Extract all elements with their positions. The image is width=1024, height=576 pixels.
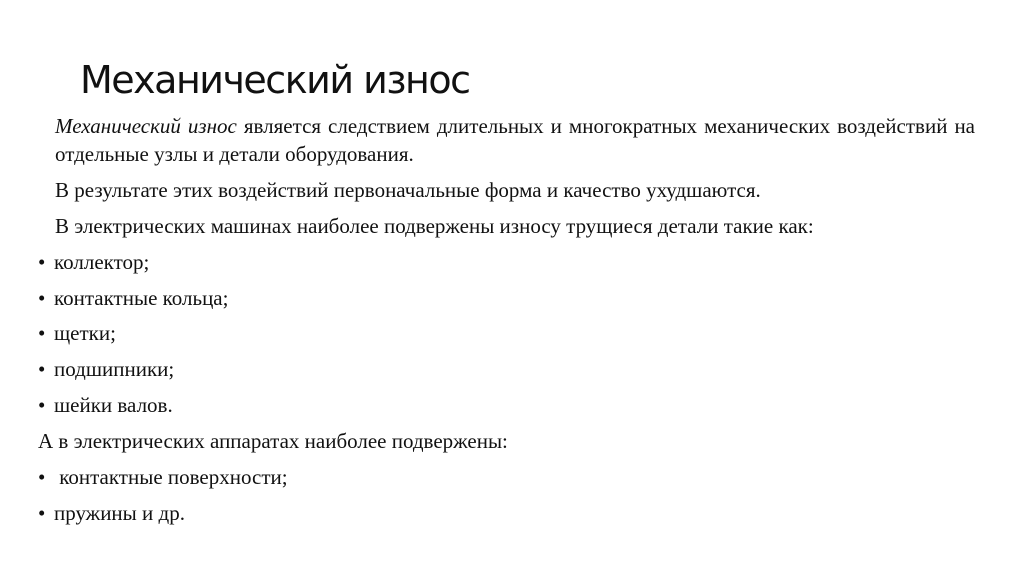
paragraph-result: В результате этих воздействий первоначальные форма и качество ухудшаются. xyxy=(55,178,761,202)
bullet-icon: • xyxy=(38,501,46,525)
bullet-icon: • xyxy=(38,465,46,489)
list-item-text: шейки валов. xyxy=(54,393,173,417)
bullet-icon: • xyxy=(38,286,46,310)
list-item-text: контактные поверхности; xyxy=(54,465,288,489)
bullet-icon: • xyxy=(38,357,46,381)
list-item-text: пружины и др. xyxy=(54,501,185,525)
list-item-text: контактные кольца; xyxy=(54,286,229,310)
list-item xyxy=(38,391,173,419)
definition-text: является следствием длительных и многократных механических воздействий на отдельные узлы и детали оборудования. xyxy=(55,114,975,166)
paragraph-definition xyxy=(55,112,975,168)
bullet-icon: • xyxy=(38,393,46,417)
slide-title: Механический износ xyxy=(80,58,470,102)
list-item xyxy=(38,248,149,276)
list-item xyxy=(38,355,174,383)
list-item-text: подшипники; xyxy=(54,357,175,381)
list-item xyxy=(38,499,185,527)
paragraph-apparatus: А в электрических аппаратах наиболее подвержены: xyxy=(38,429,508,453)
bullet-icon: • xyxy=(38,250,46,274)
list-item-text: коллектор; xyxy=(54,250,150,274)
list-item xyxy=(38,284,228,312)
list-item xyxy=(38,463,288,491)
list-item-text: щетки; xyxy=(54,321,116,345)
term-italic: Механический износ xyxy=(55,114,237,138)
paragraph-machines: В электрических машинах наиболее подвержены износу трущиеся детали такие как: xyxy=(55,214,814,238)
bullet-icon: • xyxy=(38,321,46,345)
list-item xyxy=(38,319,116,347)
